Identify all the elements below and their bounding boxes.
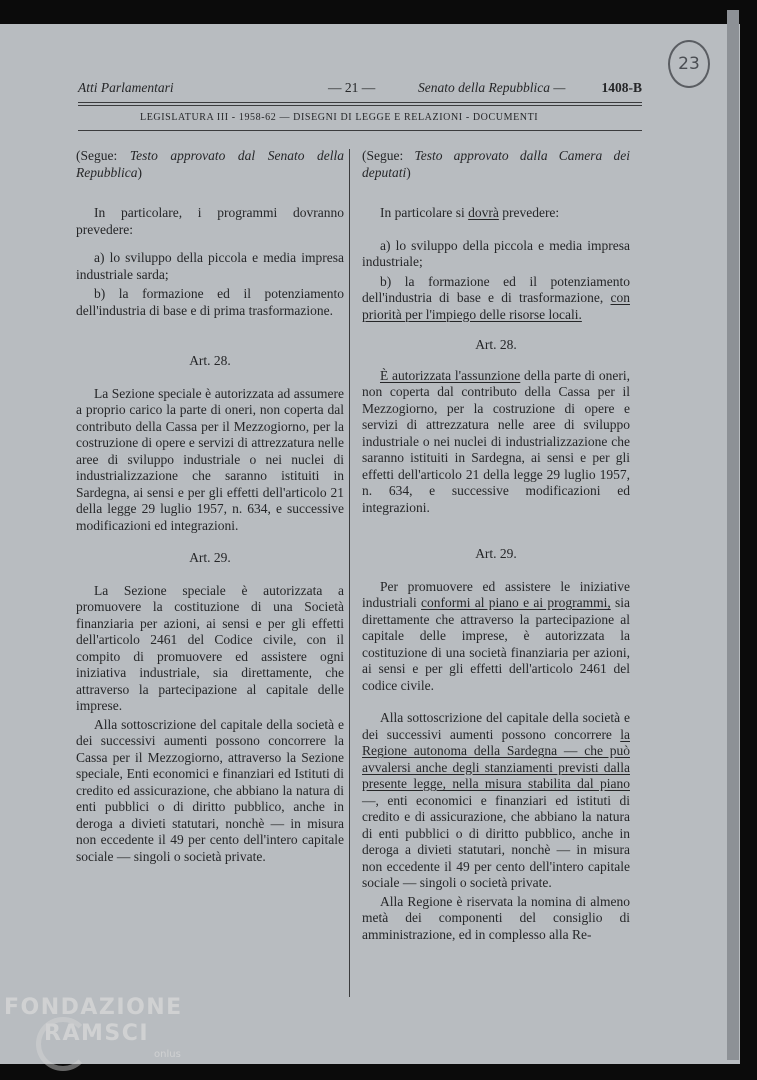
left-art28-text: La Sezione speciale è autorizzata ad assumere a proprio carico la parte di oneri, non coperta dal contributo della Cassa per il Mezzogiorno, per la costruzione di opere e servizi di attrezzatura nelle aree di sviluppo industriale o nei nuclei di industrializzazione che saranno istituiti in Sardegna, ai sensi e per gli effetti dell'articolo 21 della legge 29 luglio 1957, n. 634, e successive modificazioni ed integrazioni. xyxy=(76,385,344,533)
page-edge xyxy=(727,10,739,1060)
legislature-line: LEGISLATURA III - 1958-62 — DISEGNI DI LEGGE E RELAZIONI - DOCUMENTI xyxy=(140,112,539,123)
right-art28-text: È autorizzata l'assunzione della parte di oneri, non coperta dal contributo della Cassa per il Mezzogiorno, per la costruzione di opere e servizi di attrezzatura nelle aree di sviluppo industriale o nei nuclei di industrializzazione che saranno istituiti in Sardegna, ai sensi e per gli effetti dell'articolo 21 della legge 29 luglio 1957, n. 634, e successive modificazioni ed integrazioni. xyxy=(362,367,631,515)
fondazione-gramsci-watermark xyxy=(4,995,183,1060)
header-right: Senato della Repubblica — xyxy=(418,80,566,95)
right-intro: In particolare si dovrà prevedere: xyxy=(380,205,560,220)
page-number: — 21 — xyxy=(328,80,376,95)
left-art29-title: Art. 29. xyxy=(189,550,231,565)
right-item-b: b) la formazione ed il potenziamento dell'industria di base e di trasformazione, con priorità per l'impiego delle risorse locali. xyxy=(362,273,630,322)
right-art29-p2: Alla sottoscrizione del capitale della società e dei successivi aumenti possono concorrere la Regione autonoma della Sardegna — che può avvalersi anche degli stanziamenti previsti dalla presente legge, nella misura stabilita dal piano —, enti economici e finanziari ed istituti di credito e di assicurazione, che abbiano la natura di enti pubblici o di diritto pubblico, anche in deroga a divieti statutari, nonchè — in misura non eccedente il 49 per cento dell'intero capitale sociale — singoli o società private. xyxy=(362,710,630,890)
column-divider xyxy=(349,149,350,997)
right-item-a: a) lo sviluppo della piccola e media impresa industriale; xyxy=(362,237,630,269)
left-column xyxy=(76,147,344,865)
left-art28-title: Art. 28. xyxy=(189,353,231,368)
left-item-a: a) lo sviluppo della piccola e media impresa industriale sarda; xyxy=(76,250,344,282)
watermark-line3: onlus xyxy=(154,1049,181,1060)
right-column xyxy=(362,147,630,943)
watermark-line1: FONDAZIONE xyxy=(4,995,183,1020)
page-stamp: 23 xyxy=(668,40,710,88)
running-header xyxy=(78,80,642,102)
right-art29-title: Art. 29. xyxy=(475,546,517,561)
right-segue: (Segue: Testo approvato dalla Camera dei deputati) xyxy=(362,148,630,180)
document-code: 1408-B xyxy=(601,80,642,95)
document-page xyxy=(0,24,740,1064)
header-left: Atti Parlamentari xyxy=(78,80,174,95)
header-rule-bottom xyxy=(78,130,642,131)
left-item-b: b) la formazione ed il potenziamento dell'industria di base e di prima trasformazione. xyxy=(76,286,344,318)
watermark-line2: RAMSCI xyxy=(44,1021,150,1046)
left-segue: (Segue: Testo approvato dal Senato della Repubblica) xyxy=(76,148,345,180)
right-art29-p3: Alla Regione è riservata la nomina di almeno metà dei componenti del consiglio di amministrazione, ed in complesso alla Re- xyxy=(362,893,630,942)
header-rule-top-2 xyxy=(78,105,642,106)
right-art29-p1: Per promuovere ed assistere le iniziative industriali conformi al piano e ai programmi, sia direttamente che attraverso la partecipazione al capitale delle imprese, è autorizzata la costituzione di una società finanziaria per azioni, ai sensi e per gli effetti dell'articolo 2461 del codice civile. xyxy=(362,578,631,693)
header-rule-top xyxy=(78,102,642,103)
left-intro: In particolare, i programmi dovranno prevedere: xyxy=(76,205,344,237)
left-art29-p1: La Sezione speciale è autorizzata a promuovere la costituzione di una Società finanziaria per azioni, ai sensi e per gli effetti dell'articolo 2461 del Codice civile, con il compito di promuovere ed assistere ogni iniziativa industriale, sia direttamente, che attraverso la partecipazione al capitale delle imprese. xyxy=(76,582,344,713)
left-art29-p2: Alla sottoscrizione del capitale della società e dei successivi aumenti possono concorrere la Cassa per il Mezzogiorno, attraverso la Sezione speciale, Enti economici e finanziari ed Istituti di credito ed assicurazione, che abbiano la natura di enti pubblici o di diritto pubblico, anche in deroga a divieti statutari, nonchè — in misura non eccedente il 49 per cento dell'intero capitale sociale — singoli o società private. xyxy=(76,716,344,864)
right-art28-title: Art. 28. xyxy=(475,337,517,352)
